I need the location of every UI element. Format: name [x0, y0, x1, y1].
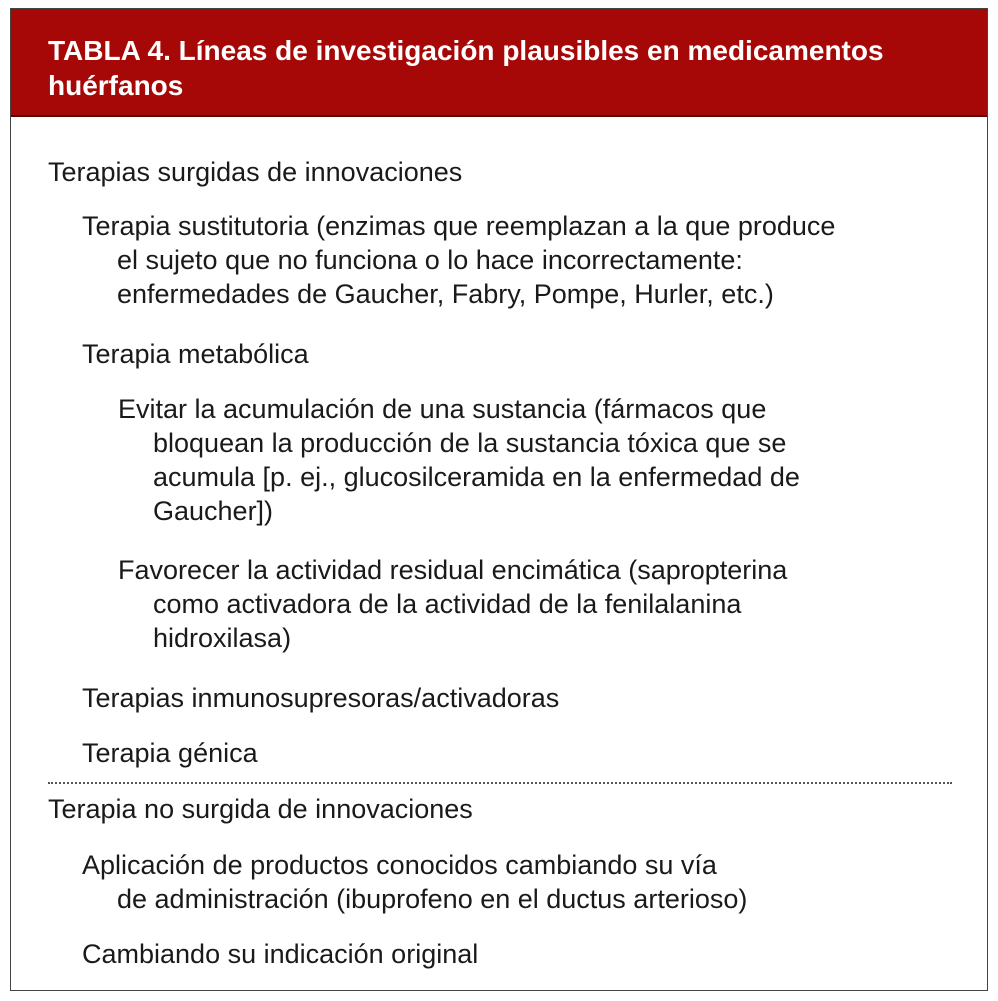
list-item: Aplicación de productos conocidos cambiando su vía	[82, 850, 717, 880]
table-title-line: huérfanos	[48, 70, 184, 101]
section-label: Terapias surgidas de innovaciones	[48, 157, 463, 187]
sub-list-item-continuation: acumula [p. ej., glucosilceramida en la enfermedad de	[153, 462, 800, 492]
table-title-line: TABLA 4. Líneas de investigación plausibles en medicamentos	[48, 35, 884, 66]
sub-list-item: Favorecer la actividad residual encimática (sapropterina	[118, 555, 788, 585]
list-item-continuation: enfermedades de Gaucher, Fabry, Pompe, Hurler, etc.)	[117, 279, 774, 309]
table-box	[10, 8, 988, 991]
section-divider	[48, 782, 952, 784]
list-item-continuation: de administración (ibuprofeno en el ductus arterioso)	[117, 884, 748, 914]
sub-list-item: Evitar la acumulación de una sustancia (fármacos que	[118, 394, 767, 424]
list-item: Terapia sustitutoria (enzimas que reemplazan a la que produce	[82, 211, 836, 241]
list-item-continuation: el sujeto que no funciona o lo hace incorrectamente:	[117, 245, 743, 275]
list-item: Terapia metabólica	[82, 339, 309, 369]
list-item: Terapia génica	[82, 738, 258, 768]
table-header	[11, 9, 987, 117]
sub-list-item-continuation: bloquean la producción de la sustancia tóxica que se	[153, 428, 787, 458]
section-label: Terapia no surgida de innovaciones	[48, 794, 473, 824]
list-item: Cambiando su indicación original	[82, 939, 479, 969]
sub-list-item-continuation: como activadora de la actividad de la fenilalanina	[153, 589, 742, 619]
sub-list-item-continuation: hidroxilasa)	[153, 623, 292, 653]
sub-list-item-continuation: Gaucher])	[153, 496, 274, 526]
list-item: Terapias inmunosupresoras/activadoras	[82, 683, 560, 713]
